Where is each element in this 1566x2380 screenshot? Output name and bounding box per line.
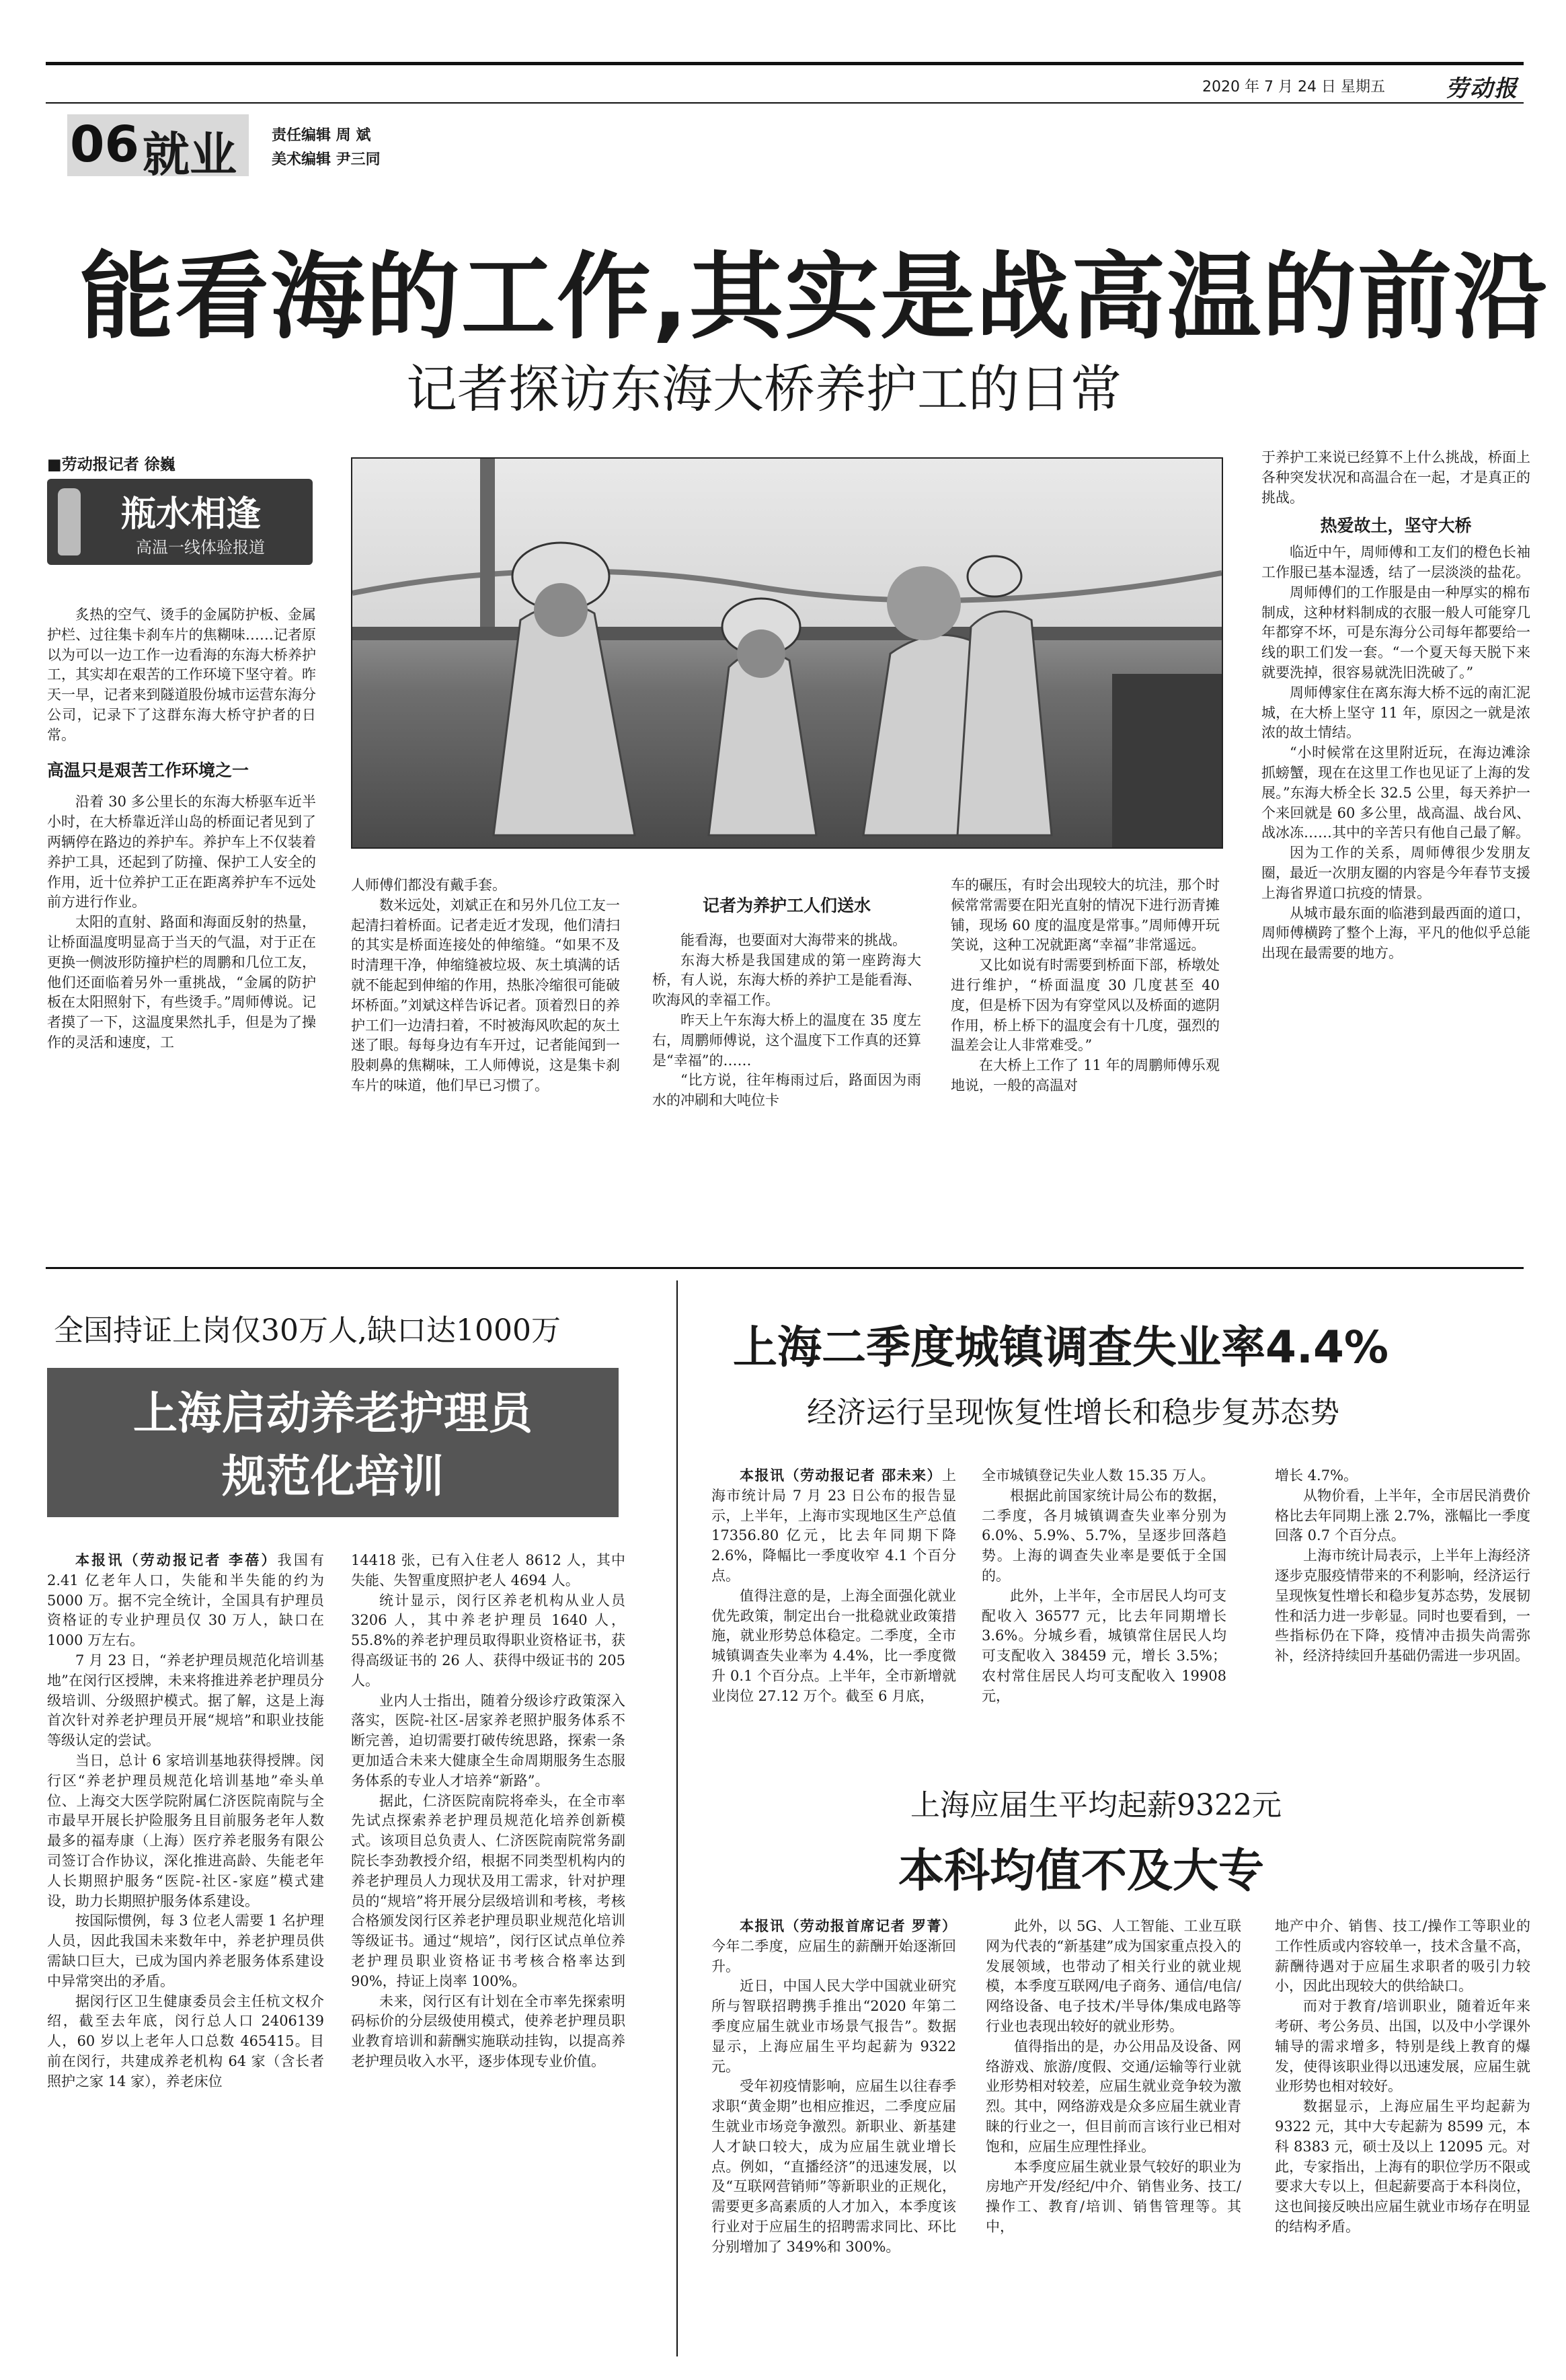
paragraph: 周师傅们的工作服是由一种厚实的棉布制成，这种材料制成的衣服一般人可能穿几年都穿不坏，可是东海分公司每年都要给一线的职工们发一套。“一个夏天每天脱下来就要洗掉，很容易就洗旧洗破了。” — [1261, 584, 1530, 681]
paragraph: 昨天上午东海大桥上的温度在 35 度左右，周鹏师傅说，这个温度下工作真的还算是“幸福”的…… — [652, 1011, 921, 1069]
section-divider — [46, 1267, 1524, 1269]
header-rule — [46, 102, 1524, 104]
paragraph: 在大桥上工作了 11 年的周鹏师傅乐观地说，一般的高温对 — [951, 1057, 1220, 1093]
editor-line-2: 美术编辑 尹三同 — [272, 151, 381, 168]
elderly-care-title-line-1: 上海启动养老护理员 — [133, 1387, 533, 1439]
paragraph: 从物价看，上半年，全市居民消费价格比去年同期上涨 2.7%，涨幅比一季度回落 0.7 个百分点。 — [1275, 1487, 1530, 1544]
lead-label: 本报讯 — [740, 1467, 785, 1484]
main-column-1 — [47, 605, 316, 1053]
paragraph: 业内人士指出，随着分级诊疗政策深入落实，医院-社区-居家养老照护服务体系不断完善，迫切需要打破传统思路，探索一条更加适合未来大健康全生命周期服务生态服务体系的专业人才培养“新路”。 — [351, 1692, 625, 1789]
lead — [47, 1551, 324, 1651]
main-column-5 — [1261, 448, 1530, 964]
paragraph: 周师傅家住在离东海大桥不远的南汇泥城，在大桥上坚守 11 年，原因之一就是浓浓的故土情结。 — [1261, 684, 1530, 741]
lead-byline: （劳动报首席记者 罗菁） — [785, 1918, 957, 1934]
paragraph: 全市城镇登记失业人数 15.35 万人。 — [982, 1467, 1215, 1484]
paragraph: 我国有 2.41 亿老年人口，失能和半失能的约为 5000 万。据不完全统计，全国具有护理员资格证的专业护理员仅 30 万人，缺口在 1000 万左右。 — [47, 1552, 325, 1649]
bottle-icon — [58, 488, 81, 555]
paragraph: 未来，闵行区有计划在全市率先探索明码标价的分层级使用模式，使养老护理员职业教育培训和薪酬实施联动挂钩，以提高养老护理员收入水平，逐步体现专业价值。 — [351, 1993, 625, 2069]
salary-kicker: 上海应届生平均起薪9322元 — [910, 1788, 1282, 1822]
main-column-2 — [351, 876, 620, 1096]
paragraph: 于养护工来说已经算不上什么挑战，桥面上各种突发状况和高温合在一起，才是真正的挑战。 — [1261, 449, 1530, 506]
lead-label: 本报讯 — [75, 1552, 124, 1568]
lead-label: 本报讯 — [740, 1918, 785, 1934]
paragraph: 因为工作的关系，周师傅很少发朋友圈，最近一次朋友圈的内容是今年春节支援上海省界道口抗疫的情景。 — [1261, 845, 1530, 901]
paragraph: 值得注意的是，上海全面强化就业优先政策，制定出台一批稳就业政策措施，就业形势总体稳定。二季度，全市城镇调查失业率为 4.4%，比一季度微升 0.1 个百分点。上半年，全市新增就业岗位 27.12 万个。截至 6 月底， — [711, 1587, 956, 1704]
unemployment-title: 上海二季度城镇调查失业率4.4% — [733, 1321, 1389, 1373]
paragraph: 14418 张，已有入住老人 8612 人，其中失能、失智重度照护老人 4694 人。 — [351, 1552, 625, 1588]
paragraph: 按国际惯例，每 3 位老人需要 1 名护理人员，因此我国未来数年中，养老护理员供需缺口巨大，已成为国内养老服务体系建设中异常突出的矛盾。 — [47, 1913, 324, 1989]
paragraph: 增长 4.7%。 — [1275, 1467, 1358, 1484]
paragraph: 人师傅们都没有戴手套。 — [351, 877, 506, 893]
subhead: 热爱故土，坚守大桥 — [1320, 516, 1472, 536]
elderly-care-title-line-2: 规范化培训 — [222, 1451, 444, 1502]
paragraph: “小时候常在这里附近玩，在海边滩涂抓螃蟹，现在在这里工作也见证了上海的发展。”东海大桥全长 32.5 公里，每天养护一个来回就是 60 多公里，战高温、战台风、战冰冻……其中的辛苦只有他自己最了解。 — [1261, 744, 1530, 841]
main-column-4 — [951, 876, 1220, 1096]
series-badge-title: 瓶水相逢 — [121, 494, 262, 535]
paragraph: 据此，仁济医院南院将牵头，在全市率先试点探索养老护理员规范化培养创新模式。该项目总负责人、仁济医院南院常务副院长李劲教授介绍，根据不同类型机构内的养老护理员人力现状及用工需求，针对护理员的“规培”将开展分层级培训和考核，考核合格颁发闵行区养老护理员职业规范化培训等级证书。通过“规培”，闵行区试点单位养老护理员职业资格证书考核合格率达到 90%，持证上岗率 100%。 — [351, 1792, 625, 1989]
page-number: 06 — [70, 116, 139, 174]
paragraph: “比方说，往年梅雨过后，路面因为雨水的冲刷和大吨位卡 — [652, 1072, 921, 1109]
paragraph: 地产中介、销售、技工/操作工等职业的工作性质或内容较单一，技术含量不高，薪酬待遇对于应届生求职者的吸引力较小，因此出现较大的供给缺口。 — [1275, 1918, 1530, 1995]
paragraph: 今年二季度，应届生的薪酬开始逐渐回升。 — [711, 1937, 956, 1974]
editor-line-1: 责任编辑 周 斌 — [272, 127, 371, 144]
newspaper-logo: 劳动报 — [1446, 75, 1518, 102]
unemployment-column-2 — [982, 1466, 1226, 1707]
salary-column-2 — [986, 1917, 1241, 2237]
paragraph: 临近中午，周师傅和工友们的橙色长袖工作服已基本湿透，结了一层淡淡的盐花。 — [1261, 544, 1530, 580]
salary-title: 本科均值不及大专 — [898, 1845, 1265, 1898]
byline: ■劳动报记者 徐巍 — [47, 456, 175, 473]
subhead: 记者为养护工人们送水 — [702, 896, 871, 915]
lead-byline: （劳动报记者 邵未来） — [785, 1467, 943, 1484]
paragraph: 本季度应届生就业景气较好的职业为房地产开发/经纪/中介、销售业务、技工/操作工、教育/培训、销售管理等。其中， — [986, 2158, 1241, 2235]
unemployment-column-3 — [1275, 1466, 1530, 1666]
paragraph: 从城市最东面的临港到最西面的道口，周师傅横跨了整个上海，平凡的他似乎总能出现在最需要的地方。 — [1261, 905, 1530, 962]
elderly-care-kicker: 全国持证上岗仅30万人,缺口达1000万 — [54, 1313, 561, 1348]
paragraph: 能看海，也要面对大海带来的挑战。 — [680, 931, 906, 948]
photo-bridge-workers — [351, 457, 1223, 849]
paragraph: 车的碾压，有时会出现较大的坑洼，那个时候常常需要在阳光直射的情况下进行沥青摊铺，现场 60 度的温度是常事。”周师傅开玩笑说，这种工况就距离“幸福”非常遥远。 — [951, 877, 1220, 954]
paragraph: 上海市统计局表示，上半年上海经济逐步克服疫情带来的不利影响，经济运行呈现恢复性增长和稳步复苏态势，发展韧性和活力进一步彰显。同时也要看到，一些指标仍在下降，疫情冲击损失尚需弥补，经济持续回升基础仍需进一步巩固。 — [1275, 1547, 1530, 1664]
paragraph: 沿着 30 多公里长的东海大桥驱车近半小时，在大桥靠近洋山岛的桥面记者见到了两辆停在路边的养护车。养护车上不仅装着养护工具，还起到了防撞、保护工人安全的作用，近十位养护工正在距离养护车不远处前方进行作业。 — [47, 794, 316, 911]
unemployment-column-1 — [711, 1466, 956, 1707]
subheadline: 记者探访东海大桥养护工的日常 — [406, 359, 1122, 419]
lead-byline: （劳动报记者 李蓓） — [124, 1552, 278, 1568]
paragraph: 数米远处，刘斌正在和另外几位工友一起清扫着桥面。记者走近才发现，他们清扫的其实是桥面连接处的伸缩缝。“如果不及时清理干净，伸缩缝被垃圾、灰土填满的话就不能起到伸缩的作用，热胀冷缩很可能破坏桥面。”刘斌这样告诉记者。顶着烈日的养护工们一边清扫着，不时被海风吹起的灰土迷了眼。每每身边有车开过，记者能闻到一股刺鼻的焦糊味，工人师傅说，这是集卡刹车片的味道，他们早已习惯了。 — [351, 896, 620, 1093]
paragraph: 上海市统计局 7 月 23 日公布的报告显示，上半年，上海市实现地区生产总值 17356.80 亿元，比去年同期下降 2.6%，降幅比一季度收窄 4.1 个百分点。 — [711, 1467, 957, 1584]
unemployment-subtitle: 经济运行呈现恢复性增长和稳步复苏态势 — [807, 1395, 1339, 1430]
paragraph: 根据此前国家统计局公布的数据，二季度，各月城镇调查失业率分别为 6.0%、5.9%、5.7%，呈逐步回落趋势。上海的调查失业率是要低于全国的。 — [982, 1487, 1226, 1584]
paragraph: 当日，总计 6 家培训基地获得授牌。闵行区“养老护理员规范化培训基地”牵头单位、上海交大医学院附属仁济医院南院与全市最早开展长护险服务且目前服务老年人数最多的福寿康（上海）医疗养老服务有限公司签订合作协议，深化推进高龄、失能老年人长期照护服务“医院-社区-家庭”模式建设，助力长期照护服务体系建设。 — [47, 1752, 324, 1909]
paragraph: 统计显示，闵行区养老机构从业人员 3206 人，其中养老护理员 1640 人，55.8%的养老护理员取得职业资格证书，获得高级证书的 26 人、获得中级证书的 205 人。 — [351, 1592, 625, 1689]
headline: 能看海的工作,其实是战高温的前沿 — [79, 243, 1549, 352]
paragraph: 此外，上半年，全市居民人均可支配收入 36577 元，比去年同期增长 3.6%。分城乡看，城镇常住居民人均可支配收入 38459 元，增长 3.5%；农村常住居民人均可支配收入 19908 元， — [982, 1587, 1226, 1704]
series-badge-subtitle: 高温一线体验报道 — [136, 538, 265, 557]
paragraph: 数据显示，上海应届生平均起薪为 9322 元，其中大专起薪为 8599 元，本科 8383 元，硕士及以上 12095 元。对此，专家指出，上海有的职位学历不限或要求大专以上，但起薪要高于本科岗位，这也间接反映出应届生就业市场存在明显的结构矛盾。 — [1275, 2098, 1530, 2235]
paragraph: 而对于教育/培训职业，随着近年来考研、考公务员、出国，以及中小学课外辅导的需求增多，特别是线上教育的爆发，使得该职业得以迅速发展，应届生就业形势也相对较好。 — [1275, 1998, 1530, 2095]
paragraph: 东海大桥是我国建成的第一座跨海大桥，有人说，东海大桥的养护工是能看海、吹海风的幸福工作。 — [652, 952, 921, 1009]
paragraph: 太阳的直射、路面和海面反射的热量，让桥面温度明显高于当天的气温，对于正在更换一侧波形防撞护栏的周鹏和几位工友，他们还面临着另外一重挑战，“金属的防护板在太阳照射下，有些烫手。”周师傅说。记者摸了一下，这温度果然扎手，但是为了操作的灵活和速度，工 — [47, 914, 316, 1050]
paragraph: 值得指出的是，办公用品及设备、网络游戏、旅游/度假、交通/运输等行业就业形势相对较差，应届生就业竞争较为激烈。其中，网络游戏是众多应届生就业青睐的行业之一，但目前而言该行业已相对饱和，应届生应理性择业。 — [986, 2038, 1241, 2155]
paragraph: 炙热的空气、烫手的金属防护板、金属护栏、过往集卡刹车片的焦糊味……记者原以为可以一边工作一边看海的东海大桥养护工，其实却在艰苦的工作环境下坚守着。昨天一早，记者来到隧道股份城市运营东海分公司，记录下了这群东海大桥守护者的日常。 — [47, 607, 316, 743]
paragraph: 据闵行区卫生健康委员会主任杭文权介绍，截至去年底，闵行总人口 2406139 人，60 岁以上老年人口总数 465415。目前在闵行，共建成养老机构 64 家（含长者照护之家 14 家），养老床位 — [47, 1993, 324, 2089]
main-column-3 — [652, 876, 921, 1111]
lead — [711, 1466, 956, 1586]
column-divider — [676, 1280, 678, 2356]
photo-illustration — [352, 459, 1222, 847]
paragraph: 受年初疫情影响，应届生以往春季求职“黄金期”也相应推迟，二季度应届生就业市场竞争激烈。新职业、新基建人才缺口较大，成为应届生就业增长点。例如，“直播经济”的迅速发展，以及“互联网营销师”等新职业的正规化，需要更多高素质的人才加入，本季度该行业对于应届生的招聘需求同比、环比分别增加了 349%和 300%。 — [711, 2078, 956, 2255]
issue-date: 2020 年 7 月 24 日 星期五 — [1202, 79, 1385, 95]
paragraph: 近日，中国人民大学中国就业研究所与智联招聘携手推出“2020 年第二季度应届生就业市场景气报告”。数据显示，上海应届生平均起薪为 9322 元。 — [711, 1978, 956, 2075]
elderly-care-column-1 — [47, 1551, 324, 2092]
top-rule — [46, 62, 1524, 65]
lead — [711, 1917, 956, 1976]
section-name: 就业 — [143, 126, 237, 182]
subhead: 高温只是艰苦工作环境之一 — [47, 760, 249, 780]
salary-column-1 — [711, 1917, 956, 2258]
elderly-care-column-2 — [351, 1551, 625, 2072]
salary-column-3 — [1275, 1917, 1530, 2237]
paragraph: 此外，以 5G、人工智能、工业互联网为代表的“新基建”成为国家重点投入的发展领域，也带动了相关行业的就业规模，本季度互联网/电子商务、通信/电信/网络设备、电子技术/半导体/集成电路等行业也表现出较好的就业形势。 — [986, 1918, 1241, 2034]
paragraph: 7 月 23 日，“养老护理员规范化培训基地”在闵行区授牌，未来将推进养老护理员分级培训、分级照护模式。据了解，这是上海首次针对养老护理员开展“规培”和职业技能等级认定的尝试。 — [47, 1652, 324, 1749]
paragraph: 又比如说有时需要到桥面下部，桥墩处进行维护，“桥面温度 30 几度甚至 40 度，但是桥下因为有穿堂风以及桥面的遮阴作用，桥上桥下的温度会有十几度，强烈的温差会让人非常难受。” — [951, 957, 1220, 1054]
series-badge — [47, 479, 313, 565]
